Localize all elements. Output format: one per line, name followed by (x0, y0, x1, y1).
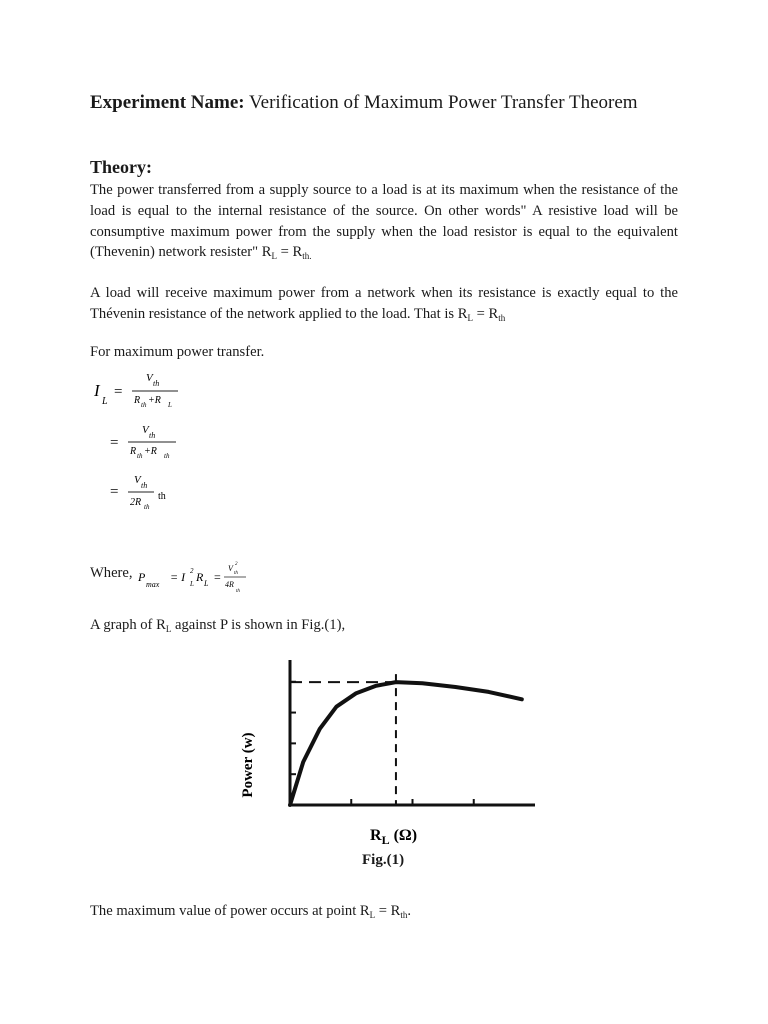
where-label: Where, (90, 565, 133, 581)
eq2-num-sub: th (149, 431, 156, 440)
eq3-den-sub: th (144, 503, 150, 511)
pmax-den-sub: th (236, 589, 240, 594)
conclusion-sub-th: th (400, 910, 408, 920)
conclusion-sub-l: L (369, 910, 376, 920)
p1-sub-l: L (271, 251, 277, 262)
conclusion-end: . (407, 903, 412, 919)
y-axis-label: Power (w) (240, 732, 256, 798)
experiment-name: Verification of Maximum Power Transfer Theorem (244, 92, 638, 113)
eq2-den-sub2: th (164, 452, 170, 460)
graph-caption-pre: A graph of R (90, 617, 166, 633)
eq1-equals: = (114, 384, 123, 400)
eq2-den: R (130, 446, 137, 457)
power-vs-load-chart (220, 650, 550, 850)
eq1-den-plus: +R (148, 395, 161, 406)
theory-p2-text: A load will receive maximum power from a network when its resistance is exactly equal to the Thévenin resistance of the network applied to the load. That is R (90, 285, 678, 322)
x-axis-label (370, 827, 417, 847)
theory-paragraph-3: For maximum power transfer. (90, 344, 265, 360)
eq2-den-sub1: th (137, 452, 143, 460)
eq2-equals: = (110, 435, 119, 451)
x-axis-label-unit: (Ω) (389, 827, 418, 844)
conclusion-pre: The maximum value of power occurs at point R (90, 903, 370, 919)
p2-sub-l: L (467, 312, 473, 323)
x-axis-label-r: R (370, 827, 382, 844)
eq1-den: R (134, 395, 141, 406)
figure-caption: Fig.(1) (362, 852, 405, 868)
conclusion-eq: = R (375, 903, 401, 919)
eq3-num: V (134, 474, 141, 486)
pmax-sub: max (146, 580, 160, 589)
p2-eq: = R (472, 305, 499, 322)
eq3-num-sub: th (141, 481, 148, 490)
theory-paragraph-1 (90, 180, 678, 267)
eq-lhs-sub: L (102, 396, 108, 407)
pmax-p: P (138, 570, 146, 584)
graph-caption-post: against P is shown in Fig.(1), (171, 617, 346, 633)
eq1-num-sub: th (153, 379, 160, 388)
pmax-num: V (228, 564, 233, 573)
pmax-eq: = (214, 570, 221, 584)
eq-lhs-i: I (94, 381, 100, 400)
pmax-r: R (196, 570, 204, 584)
experiment-title (90, 92, 638, 114)
pmax-num-sub: th (234, 571, 238, 576)
eq1-den-sub2: L (168, 401, 172, 409)
eq3-tail: th (158, 491, 166, 502)
eq2-num: V (142, 424, 149, 436)
p1-sub-th: th. (302, 251, 312, 262)
eq1-den-sub1: th (141, 401, 147, 409)
theory-heading: Theory: (90, 157, 152, 177)
graph-caption (90, 617, 345, 634)
pmax-mid: = I (170, 570, 186, 584)
power-curve (290, 682, 522, 805)
pmax-mid-sup: 2 (190, 567, 194, 575)
theory-p1-text: The power transferred from a supply source to a load is at its maximum when the resistance of the load is equal to the internal resistance of the source. On other words" A resistive load will be consumptive maximum power from the supply when the load resistor is equal to the equivalent (Thevenin) network resister" R (90, 182, 678, 261)
theory-paragraph-2 (90, 283, 678, 329)
eq2-den-plus: +R (144, 446, 157, 457)
eq3-equals: = (110, 484, 119, 500)
p1-eq: = R (276, 244, 303, 261)
pmax-formula (136, 556, 266, 598)
x-axis-label-sub: L (381, 833, 390, 847)
pmax-mid-sub: L (190, 580, 194, 588)
pmax-den: 4R (225, 580, 234, 589)
experiment-label: Experiment Name: (90, 92, 245, 113)
pmax-num-sup: 2 (235, 562, 238, 567)
conclusion (90, 903, 411, 920)
pmax-r-sub: L (204, 579, 209, 588)
eq3-den: 2R (130, 497, 142, 508)
current-equations (88, 366, 288, 516)
graph-caption-sub: L (165, 624, 172, 634)
eq1-num: V (146, 372, 153, 384)
p2-sub-th: th (498, 312, 506, 323)
where-line (90, 565, 133, 582)
